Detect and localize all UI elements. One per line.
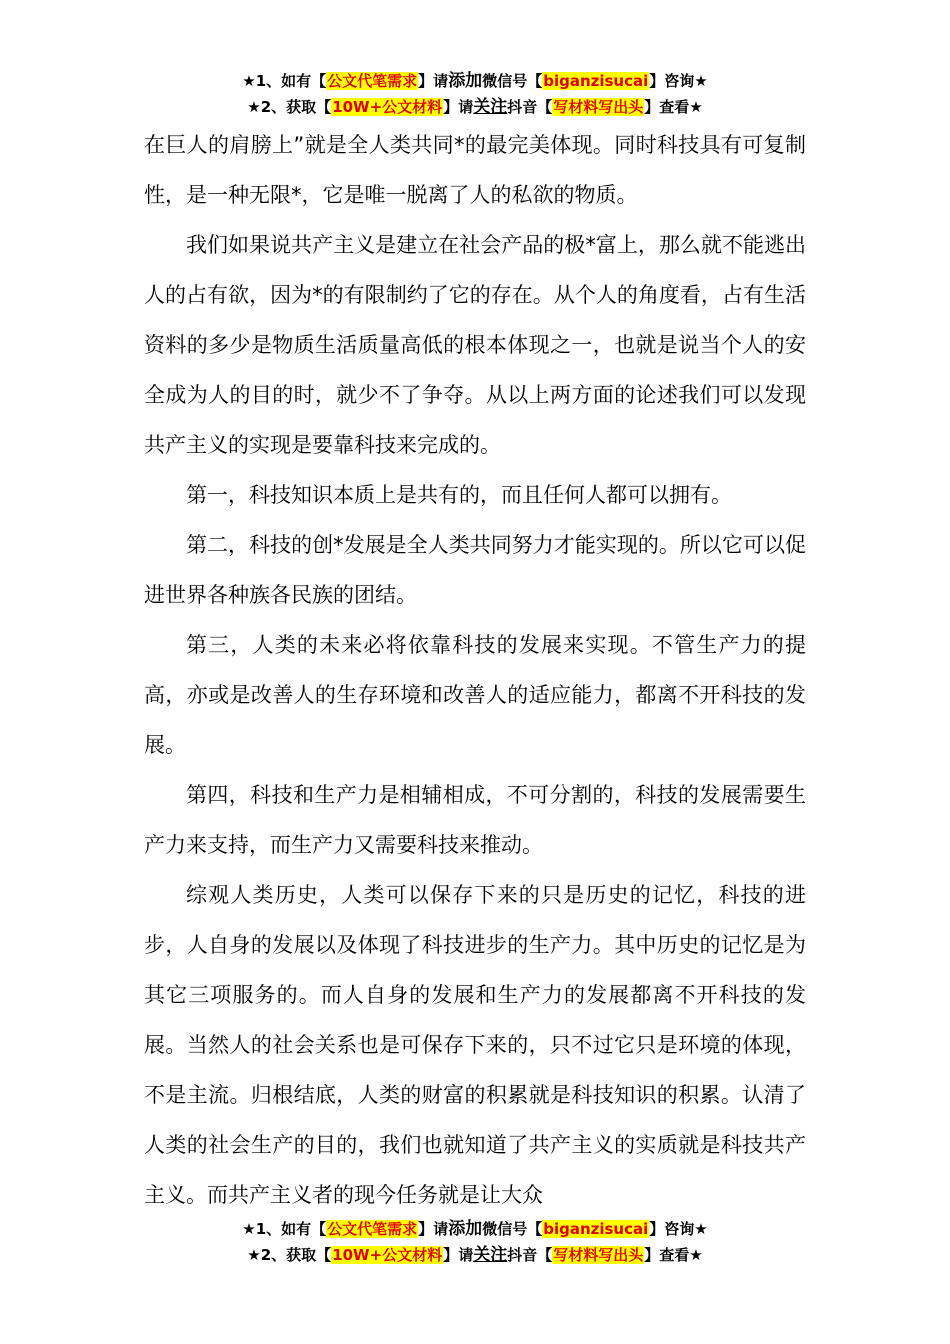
paragraph: 在巨人的肩膀上”就是全人类共同*的最完美体现。同时科技具有可复制性，是一种无限*，它是唯一脱离了人的私欲的物质。	[144, 133, 806, 207]
banner-text: 】咨询★	[649, 72, 708, 90]
banner-text: ★2、获取【	[247, 98, 332, 116]
banner-text: 】查看★	[644, 98, 703, 116]
banner-text: 】查看★	[644, 1246, 703, 1264]
banner-text: 】咨询★	[649, 1220, 708, 1238]
paragraph: 第三，人类的未来必将依靠科技的发展来实现。不管生产力的提高，亦或是改善人的生存环境和改善人的适应能力，都离不开科技的发展。	[144, 633, 806, 757]
banner-text: ★1、如有【	[242, 1220, 327, 1238]
banner-text: ★1、如有【	[242, 72, 327, 90]
highlight-materials: 10W+公文材料	[332, 1246, 443, 1264]
banner-text: 抖音【	[507, 1246, 553, 1264]
highlight-ghostwriting: 公文代笔需求	[327, 72, 418, 90]
highlight-materials: 10W+公文材料	[332, 98, 443, 116]
paragraph: 第一，科技知识本质上是共有的，而且任何人都可以拥有。	[186, 483, 732, 507]
banner-emphasis: 关注	[473, 1245, 508, 1265]
paragraph: 第四，科技和生产力是相辅相成，不可分割的，科技的发展需要生产力来支持，而生产力又需要科技来推动。	[144, 783, 806, 857]
paragraph: 第二，科技的创*发展是全人类共同努力才能实现的。所以它可以促进世界各种族各民族的团结。	[144, 533, 806, 607]
document-body	[144, 120, 806, 1220]
banner-text: 】请	[443, 1246, 474, 1264]
banner-line-1	[0, 1216, 950, 1242]
banner-emphasis: 添加	[448, 71, 483, 91]
header-banner	[0, 68, 950, 120]
paragraph: 我们如果说共产主义是建立在社会产品的极*富上，那么就不能逃出人的占有欲，因为*的有限制约了它的存在。从个人的角度看，占有生活资料的多少是物质生活质量高低的根本体现之一，也就是说当个人的安全成为人的目的时，就少不了争夺。从以上两方面的论述我们可以发现共产主义的实现是要靠科技来完成的。	[144, 233, 806, 457]
banner-line-2	[0, 94, 950, 120]
highlight-wechat-id: biganzisucai	[543, 72, 649, 90]
highlight-ghostwriting: 公文代笔需求	[327, 1220, 418, 1238]
banner-emphasis: 添加	[448, 1219, 483, 1239]
banner-text: 微信号【	[482, 72, 543, 90]
banner-line-2	[0, 1242, 950, 1268]
highlight-douyin: 写材料写出头	[553, 1246, 644, 1264]
paragraph: 综观人类历史，人类可以保存下来的只是历史的记忆，科技的进步，人自身的发展以及体现了科技进步的生产力。其中历史的记忆是为其它三项服务的。而人自身的发展和生产力的发展都离不开科技的发展。当然人的社会关系也是可保存下来的，只不过它只是环境的体现，不是主流。归根结底，人类的财富的积累就是科技知识的积累。认清了人类的社会生产的目的，我们也就知道了共产主义的实质就是科技共产主义。而共产主义者的现今任务就是让大众	[144, 883, 806, 1207]
banner-line-1	[0, 68, 950, 94]
footer-banner	[0, 1216, 950, 1268]
banner-text: 抖音【	[507, 98, 553, 116]
banner-text: 微信号【	[482, 1220, 543, 1238]
banner-text: 】请	[443, 98, 474, 116]
banner-text: 】请	[418, 72, 449, 90]
highlight-douyin: 写材料写出头	[553, 98, 644, 116]
banner-emphasis: 关注	[473, 97, 508, 117]
banner-text: ★2、获取【	[247, 1246, 332, 1264]
banner-text: 】请	[418, 1220, 449, 1238]
highlight-wechat-id: biganzisucai	[543, 1220, 649, 1238]
